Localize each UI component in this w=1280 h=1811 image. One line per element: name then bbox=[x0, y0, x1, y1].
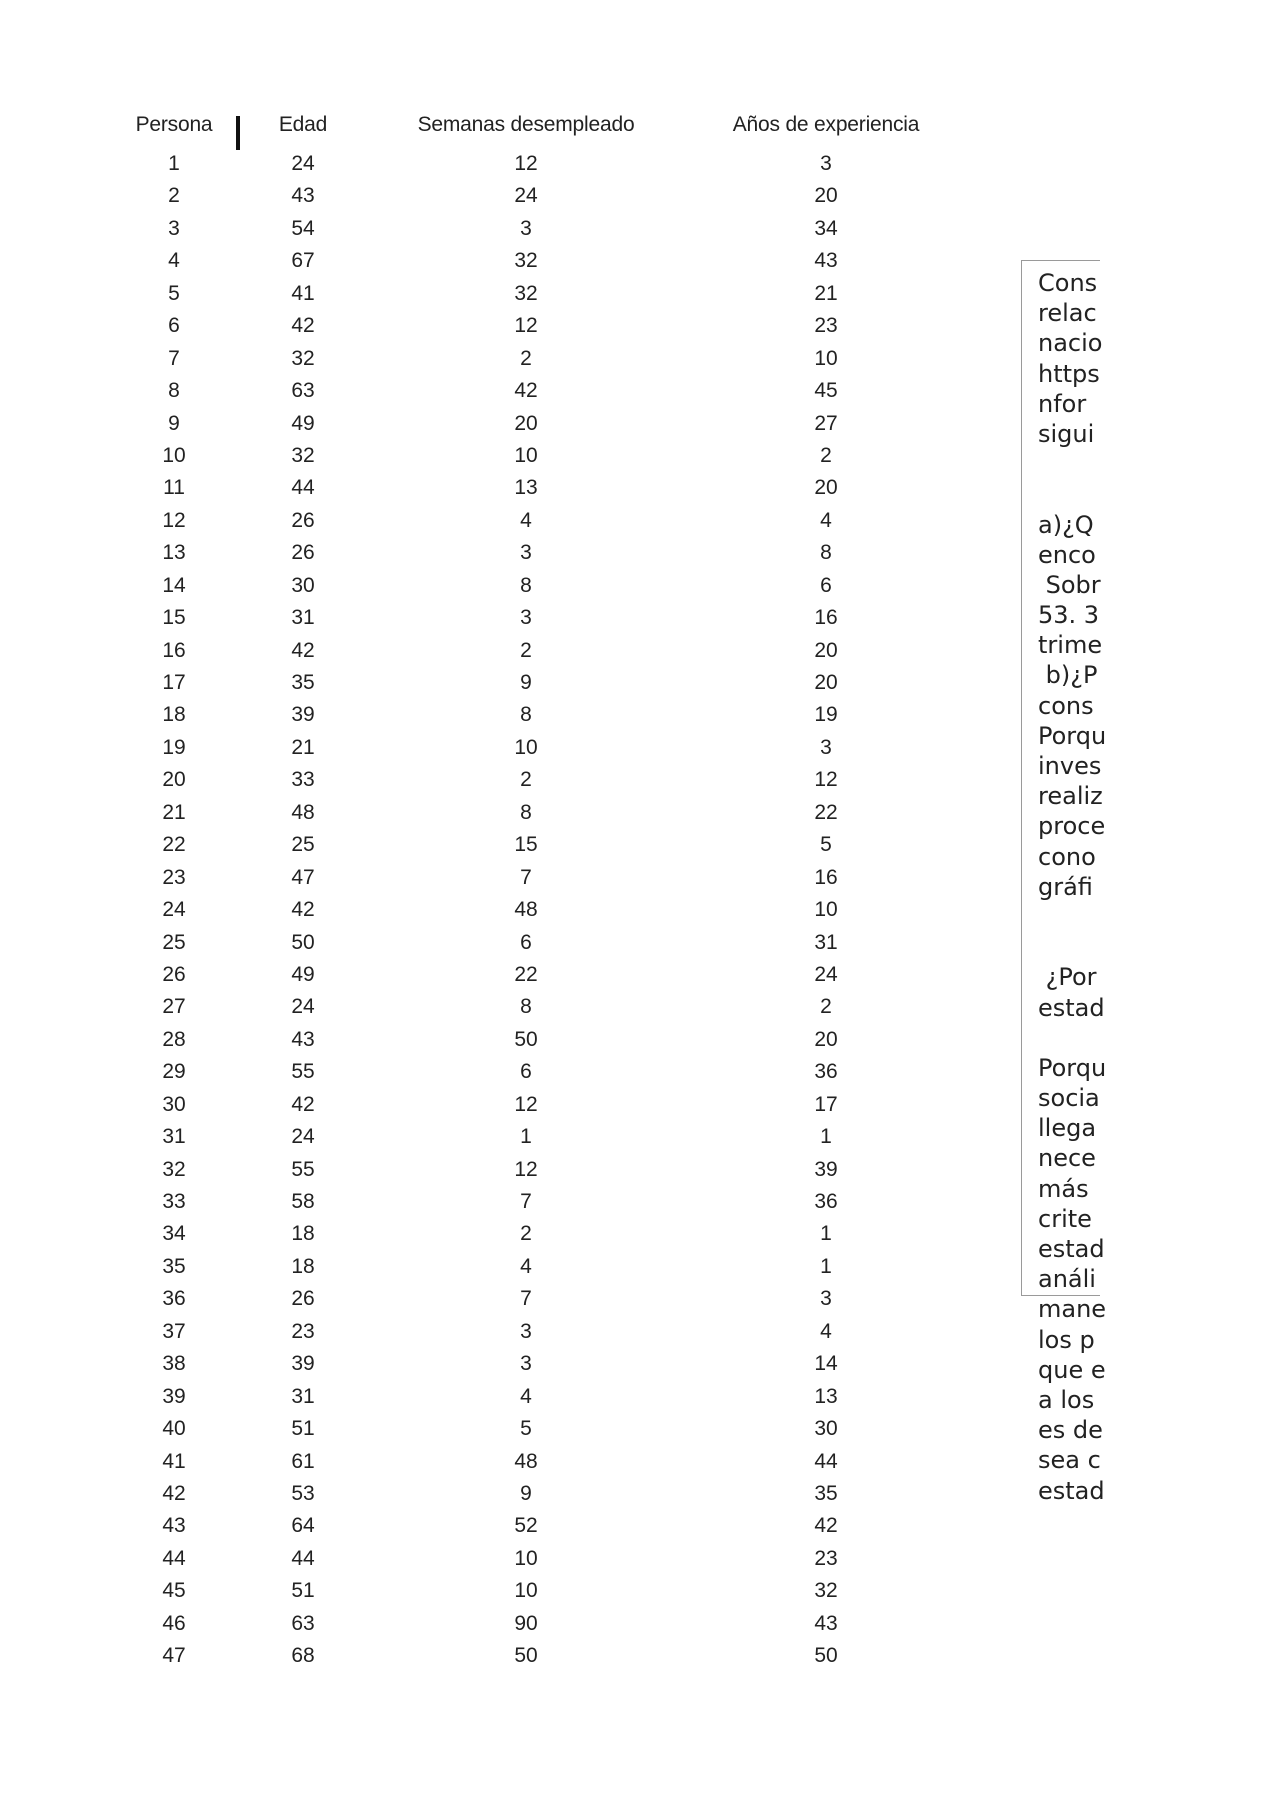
cell-edad[interactable]: 68 bbox=[291, 1644, 315, 1668]
table-row bbox=[0, 866, 1000, 898]
header-edad[interactable]: Edad bbox=[278, 113, 328, 136]
text-box[interactable] bbox=[1038, 268, 1107, 1518]
cell-semanas[interactable]: 24 bbox=[514, 184, 538, 208]
cell-anos[interactable]: 19 bbox=[814, 703, 838, 727]
cell-anos[interactable]: 39 bbox=[814, 1157, 838, 1181]
text-box-line: nacio bbox=[1038, 329, 1103, 358]
cell-persona[interactable]: 9 bbox=[168, 411, 180, 435]
cell-semanas[interactable]: 5 bbox=[520, 1417, 532, 1441]
cell-anos[interactable]: 13 bbox=[814, 1384, 838, 1408]
cell-semanas[interactable]: 4 bbox=[520, 1254, 532, 1278]
cell-semanas[interactable]: 12 bbox=[514, 1092, 538, 1116]
table-row bbox=[0, 509, 1000, 541]
table-body bbox=[0, 152, 1000, 1677]
cell-anos[interactable]: 21 bbox=[814, 281, 838, 305]
header-semanas-desempleado[interactable]: Semanas desempleado bbox=[417, 113, 635, 136]
text-box-line: es de bbox=[1038, 1416, 1103, 1445]
cell-anos[interactable]: 1 bbox=[820, 1222, 832, 1246]
cell-persona[interactable]: 2 bbox=[168, 184, 180, 208]
cell-semanas[interactable]: 2 bbox=[520, 768, 532, 792]
cell-semanas[interactable]: 50 bbox=[514, 1644, 538, 1668]
text-box-line: a los bbox=[1038, 1385, 1095, 1414]
cell-edad[interactable]: 50 bbox=[291, 930, 315, 954]
table-row bbox=[0, 768, 1000, 800]
cell-persona[interactable]: 23 bbox=[162, 865, 186, 889]
cell-edad[interactable]: 21 bbox=[291, 735, 315, 759]
cell-anos[interactable]: 20 bbox=[814, 476, 838, 500]
cell-anos[interactable]: 10 bbox=[814, 346, 838, 370]
cell-anos[interactable]: 30 bbox=[814, 1417, 838, 1441]
header-persona[interactable]: Persona bbox=[135, 113, 213, 136]
text-box-line: estad bbox=[1038, 1476, 1105, 1505]
text-box-line: Porqu bbox=[1038, 721, 1107, 750]
cell-semanas[interactable]: 10 bbox=[514, 735, 538, 759]
cell-anos[interactable]: 24 bbox=[814, 962, 838, 986]
text-box-line: llega bbox=[1038, 1114, 1097, 1143]
text-box-line: trime bbox=[1038, 631, 1103, 660]
table-row bbox=[0, 249, 1000, 281]
cell-semanas[interactable]: 22 bbox=[514, 962, 538, 986]
cell-edad[interactable]: 18 bbox=[291, 1222, 315, 1246]
table-row bbox=[0, 1093, 1000, 1125]
cell-semanas[interactable]: 50 bbox=[514, 1027, 538, 1051]
cell-persona[interactable]: 42 bbox=[162, 1481, 186, 1505]
table-row bbox=[0, 1579, 1000, 1611]
cell-persona[interactable]: 15 bbox=[162, 606, 186, 630]
text-box-line bbox=[1038, 449, 1099, 479]
cell-semanas[interactable]: 32 bbox=[514, 249, 538, 273]
table-row bbox=[0, 152, 1000, 184]
cell-anos[interactable]: 5 bbox=[820, 833, 832, 857]
cell-persona[interactable]: 34 bbox=[162, 1222, 186, 1246]
cell-edad[interactable]: 49 bbox=[291, 962, 315, 986]
cell-persona[interactable]: 37 bbox=[162, 1319, 186, 1343]
cell-anos[interactable]: 17 bbox=[814, 1092, 838, 1116]
cell-anos[interactable]: 20 bbox=[814, 638, 838, 662]
table-row bbox=[0, 801, 1000, 833]
cell-persona[interactable]: 29 bbox=[162, 1060, 186, 1084]
text-box-line: gráfi bbox=[1038, 872, 1093, 901]
text-box-line: inves bbox=[1038, 752, 1102, 780]
cell-semanas[interactable]: 8 bbox=[520, 800, 532, 824]
table-row bbox=[0, 1644, 1000, 1676]
cell-persona[interactable]: 43 bbox=[162, 1514, 186, 1538]
cell-persona[interactable]: 8 bbox=[168, 379, 180, 403]
table-row bbox=[0, 412, 1000, 444]
table-row bbox=[0, 1482, 1000, 1514]
table-row bbox=[0, 347, 1000, 379]
cell-anos[interactable]: 20 bbox=[814, 1027, 838, 1051]
cell-edad[interactable]: 63 bbox=[291, 1611, 315, 1635]
cell-edad[interactable]: 55 bbox=[291, 1157, 315, 1181]
cell-edad[interactable]: 55 bbox=[291, 1060, 315, 1084]
cell-semanas[interactable]: 2 bbox=[520, 346, 532, 370]
cell-semanas[interactable]: 3 bbox=[520, 541, 532, 565]
text-box-line: a)¿Q bbox=[1038, 510, 1094, 539]
table-row bbox=[0, 282, 1000, 314]
table-row bbox=[0, 314, 1000, 346]
cell-edad[interactable]: 49 bbox=[291, 411, 315, 435]
cell-edad[interactable]: 51 bbox=[291, 1417, 315, 1441]
text-box-line bbox=[1038, 932, 1099, 962]
text-box-line: realiz bbox=[1038, 782, 1103, 811]
cell-semanas[interactable]: 8 bbox=[520, 573, 532, 597]
cell-persona[interactable]: 13 bbox=[162, 541, 186, 565]
cell-semanas[interactable]: 10 bbox=[514, 443, 538, 467]
table-row bbox=[0, 995, 1000, 1027]
cell-edad[interactable]: 64 bbox=[291, 1514, 315, 1538]
cell-edad[interactable]: 25 bbox=[291, 833, 315, 857]
text-box-line: sea c bbox=[1038, 1446, 1101, 1475]
cell-persona[interactable]: 5 bbox=[168, 281, 180, 305]
cell-persona[interactable]: 40 bbox=[162, 1417, 186, 1441]
cell-edad[interactable]: 39 bbox=[291, 703, 315, 727]
cell-anos[interactable]: 2 bbox=[820, 443, 832, 467]
cell-edad[interactable]: 42 bbox=[291, 898, 315, 922]
cell-semanas[interactable]: 48 bbox=[514, 898, 538, 922]
cell-semanas[interactable]: 1 bbox=[520, 1125, 532, 1149]
table-row bbox=[0, 606, 1000, 638]
text-box-line: nfor bbox=[1038, 389, 1087, 418]
text-box-line: https bbox=[1038, 359, 1100, 388]
cell-persona[interactable]: 20 bbox=[162, 768, 186, 792]
cell-anos[interactable]: 23 bbox=[814, 1546, 838, 1570]
cell-edad[interactable]: 67 bbox=[291, 249, 315, 273]
cell-anos[interactable]: 44 bbox=[814, 1449, 838, 1473]
cell-edad[interactable]: 41 bbox=[291, 281, 315, 305]
cell-edad[interactable]: 39 bbox=[291, 1352, 315, 1376]
table-row bbox=[0, 1222, 1000, 1254]
cell-persona[interactable]: 39 bbox=[162, 1384, 186, 1408]
cell-persona[interactable]: 38 bbox=[162, 1352, 186, 1376]
cell-anos[interactable]: 43 bbox=[814, 249, 838, 273]
cell-anos[interactable]: 20 bbox=[814, 671, 838, 694]
cell-edad[interactable]: 43 bbox=[291, 1027, 315, 1051]
cell-edad[interactable]: 24 bbox=[291, 995, 315, 1019]
table-row bbox=[0, 1320, 1000, 1352]
cell-semanas[interactable]: 12 bbox=[514, 1157, 538, 1181]
cell-persona[interactable]: 27 bbox=[162, 995, 186, 1019]
text-cursor bbox=[236, 116, 240, 150]
cell-anos[interactable]: 2 bbox=[820, 995, 832, 1019]
cell-edad[interactable]: 44 bbox=[291, 1546, 315, 1570]
cell-semanas[interactable]: 4 bbox=[520, 1384, 532, 1408]
table-row bbox=[0, 1352, 1000, 1384]
cell-edad[interactable]: 18 bbox=[291, 1254, 315, 1278]
cell-edad[interactable]: 24 bbox=[291, 152, 315, 175]
cell-anos[interactable]: 10 bbox=[814, 898, 838, 922]
cell-persona[interactable]: 1 bbox=[168, 152, 180, 175]
header-anos-experiencia[interactable]: Años de experiencia bbox=[732, 113, 920, 136]
cell-edad[interactable]: 30 bbox=[291, 573, 315, 597]
cell-semanas[interactable]: 12 bbox=[514, 152, 538, 175]
cell-edad[interactable]: 35 bbox=[291, 671, 315, 694]
cell-anos[interactable]: 12 bbox=[814, 768, 838, 792]
table-row bbox=[0, 898, 1000, 930]
cell-persona[interactable]: 6 bbox=[168, 314, 180, 338]
table-row bbox=[0, 1060, 1000, 1092]
cell-semanas[interactable]: 90 bbox=[514, 1611, 538, 1635]
text-box-line: ¿Por bbox=[1038, 963, 1097, 992]
cell-anos[interactable]: 45 bbox=[814, 379, 838, 403]
cell-anos[interactable]: 3 bbox=[820, 1287, 832, 1311]
cell-persona[interactable]: 28 bbox=[162, 1027, 186, 1051]
cell-edad[interactable]: 63 bbox=[291, 379, 315, 403]
cell-semanas[interactable]: 3 bbox=[520, 606, 532, 630]
cell-anos[interactable]: 27 bbox=[814, 411, 838, 435]
cell-semanas[interactable]: 3 bbox=[520, 216, 532, 240]
cell-semanas[interactable]: 2 bbox=[520, 638, 532, 662]
cell-edad[interactable]: 47 bbox=[291, 865, 315, 889]
text-box-line: cons bbox=[1038, 691, 1094, 720]
cell-persona[interactable]: 24 bbox=[162, 898, 186, 922]
text-box-line bbox=[1038, 902, 1099, 932]
cell-persona[interactable]: 32 bbox=[162, 1157, 186, 1181]
cell-semanas[interactable]: 13 bbox=[514, 476, 538, 500]
cell-persona[interactable]: 10 bbox=[162, 443, 186, 467]
cell-anos[interactable]: 43 bbox=[814, 1611, 838, 1635]
cell-anos[interactable]: 1 bbox=[820, 1254, 832, 1278]
table-row bbox=[0, 574, 1000, 606]
table-row bbox=[0, 1255, 1000, 1287]
table-header-row bbox=[0, 113, 1000, 147]
cell-semanas[interactable]: 10 bbox=[514, 1546, 538, 1570]
cell-edad[interactable]: 51 bbox=[291, 1579, 315, 1603]
cell-semanas[interactable]: 6 bbox=[520, 930, 532, 954]
cell-edad[interactable]: 24 bbox=[291, 1125, 315, 1149]
table-row bbox=[0, 541, 1000, 573]
cell-anos[interactable]: 4 bbox=[820, 1319, 832, 1343]
cell-edad[interactable]: 53 bbox=[291, 1481, 315, 1505]
cell-edad[interactable]: 33 bbox=[291, 768, 315, 792]
cell-persona[interactable]: 22 bbox=[162, 833, 186, 857]
cell-persona[interactable]: 25 bbox=[162, 930, 186, 954]
cell-persona[interactable]: 44 bbox=[162, 1546, 186, 1570]
cell-edad[interactable]: 26 bbox=[291, 1287, 315, 1311]
table-row bbox=[0, 1158, 1000, 1190]
cell-edad[interactable]: 26 bbox=[291, 541, 315, 565]
cell-edad[interactable]: 32 bbox=[291, 443, 315, 467]
cell-anos[interactable]: 42 bbox=[814, 1514, 838, 1538]
cell-edad[interactable]: 42 bbox=[291, 1092, 315, 1116]
cell-edad[interactable]: 54 bbox=[291, 216, 315, 240]
cell-semanas[interactable]: 8 bbox=[520, 703, 532, 727]
cell-anos[interactable]: 3 bbox=[820, 735, 832, 759]
cell-anos[interactable]: 36 bbox=[814, 1190, 838, 1213]
cell-persona[interactable]: 16 bbox=[162, 638, 186, 662]
cell-persona[interactable]: 12 bbox=[162, 508, 186, 532]
cell-anos[interactable]: 16 bbox=[814, 865, 838, 889]
text-box-line: 53. 3 bbox=[1038, 601, 1100, 630]
table-row bbox=[0, 671, 1000, 703]
table-row bbox=[0, 1612, 1000, 1644]
table-row bbox=[0, 1417, 1000, 1449]
table-row bbox=[0, 1514, 1000, 1546]
table-row bbox=[0, 639, 1000, 671]
text-box-line: estad bbox=[1038, 1235, 1105, 1263]
table-row bbox=[0, 379, 1000, 411]
cell-semanas[interactable]: 9 bbox=[520, 671, 532, 694]
cell-persona[interactable]: 18 bbox=[162, 703, 186, 727]
text-box-line: b)¿P bbox=[1038, 661, 1098, 690]
cell-semanas[interactable]: 7 bbox=[520, 1287, 532, 1311]
cell-persona[interactable]: 33 bbox=[162, 1190, 186, 1213]
cell-edad[interactable]: 42 bbox=[291, 638, 315, 662]
cell-edad[interactable]: 32 bbox=[291, 346, 315, 370]
table-row bbox=[0, 1287, 1000, 1319]
table-row bbox=[0, 184, 1000, 216]
table-row bbox=[0, 736, 1000, 768]
cell-persona[interactable]: 35 bbox=[162, 1254, 186, 1278]
cell-semanas[interactable]: 9 bbox=[520, 1481, 532, 1505]
cell-semanas[interactable]: 3 bbox=[520, 1352, 532, 1376]
text-box-line: sigui bbox=[1038, 419, 1095, 448]
text-box-line: proce bbox=[1038, 812, 1106, 841]
cell-semanas[interactable]: 42 bbox=[514, 379, 538, 403]
cell-anos[interactable]: 3 bbox=[820, 152, 832, 175]
cell-persona[interactable]: 3 bbox=[168, 216, 180, 240]
cell-anos[interactable]: 34 bbox=[814, 216, 838, 240]
text-box-line: estad bbox=[1038, 993, 1105, 1022]
cell-semanas[interactable]: 4 bbox=[520, 508, 532, 532]
table-row bbox=[0, 931, 1000, 963]
cell-edad[interactable]: 44 bbox=[291, 476, 315, 500]
cell-edad[interactable]: 43 bbox=[291, 184, 315, 208]
text-box-line: socia bbox=[1038, 1084, 1100, 1113]
cell-persona[interactable]: 7 bbox=[168, 346, 180, 370]
text-box-line: crite bbox=[1038, 1204, 1092, 1233]
text-box-line bbox=[1038, 1023, 1099, 1053]
cell-edad[interactable]: 61 bbox=[291, 1449, 315, 1473]
cell-edad[interactable]: 58 bbox=[291, 1190, 315, 1213]
cell-semanas[interactable]: 52 bbox=[514, 1514, 538, 1538]
cell-semanas[interactable]: 15 bbox=[514, 833, 538, 857]
cell-semanas[interactable]: 7 bbox=[520, 1190, 532, 1213]
cell-anos[interactable]: 31 bbox=[814, 930, 838, 954]
cell-persona[interactable]: 11 bbox=[163, 476, 185, 500]
text-box-line: mane bbox=[1038, 1295, 1107, 1324]
cell-persona[interactable]: 47 bbox=[162, 1644, 186, 1668]
text-box-line bbox=[1038, 479, 1099, 509]
table-row bbox=[0, 703, 1000, 735]
cell-semanas[interactable]: 2 bbox=[520, 1222, 532, 1246]
cell-persona[interactable]: 26 bbox=[162, 962, 186, 986]
cell-anos[interactable]: 16 bbox=[814, 606, 838, 630]
cell-anos[interactable]: 6 bbox=[820, 573, 832, 597]
table-row bbox=[0, 1190, 1000, 1222]
cell-persona[interactable]: 21 bbox=[162, 800, 186, 824]
text-box-line: que e bbox=[1038, 1355, 1106, 1384]
cell-edad[interactable]: 42 bbox=[291, 314, 315, 338]
cell-persona[interactable]: 41 bbox=[162, 1449, 186, 1473]
cell-semanas[interactable]: 7 bbox=[520, 865, 532, 889]
cell-anos[interactable]: 1 bbox=[820, 1125, 832, 1149]
cell-anos[interactable]: 14 bbox=[814, 1352, 838, 1376]
text-box-line: los p bbox=[1038, 1325, 1095, 1354]
cell-anos[interactable]: 35 bbox=[814, 1481, 838, 1505]
cell-anos[interactable]: 4 bbox=[820, 508, 832, 532]
text-box-line: relac bbox=[1038, 299, 1097, 328]
table-row bbox=[0, 444, 1000, 476]
table-row bbox=[0, 217, 1000, 249]
cell-semanas[interactable]: 32 bbox=[514, 281, 538, 305]
cell-persona[interactable]: 31 bbox=[162, 1125, 186, 1149]
cell-anos[interactable]: 22 bbox=[814, 800, 838, 824]
cell-anos[interactable]: 50 bbox=[814, 1644, 838, 1668]
cell-anos[interactable]: 20 bbox=[814, 184, 838, 208]
table-row bbox=[0, 833, 1000, 865]
cell-persona[interactable]: 14 bbox=[162, 573, 186, 597]
text-box-line: más bbox=[1038, 1174, 1097, 1203]
text-box-line: nece bbox=[1038, 1144, 1096, 1173]
cell-persona[interactable]: 19 bbox=[162, 735, 186, 759]
cell-semanas[interactable]: 12 bbox=[514, 314, 538, 338]
table-row bbox=[0, 1385, 1000, 1417]
cell-persona[interactable]: 36 bbox=[162, 1287, 186, 1311]
cell-semanas[interactable]: 6 bbox=[520, 1060, 532, 1084]
cell-edad[interactable]: 31 bbox=[291, 1384, 315, 1408]
table-row bbox=[0, 963, 1000, 995]
text-box-line: cono bbox=[1038, 842, 1096, 871]
cell-semanas[interactable]: 20 bbox=[514, 411, 538, 435]
cell-persona[interactable]: 45 bbox=[162, 1579, 186, 1603]
cell-semanas[interactable]: 48 bbox=[514, 1449, 538, 1473]
table-row bbox=[0, 1125, 1000, 1157]
table-row bbox=[0, 476, 1000, 508]
cell-persona[interactable]: 4 bbox=[168, 249, 180, 273]
cell-edad[interactable]: 23 bbox=[291, 1319, 315, 1343]
text-box-line: Cons bbox=[1038, 269, 1098, 297]
cell-persona[interactable]: 30 bbox=[162, 1092, 186, 1116]
text-box-line: análi bbox=[1038, 1265, 1096, 1294]
cell-anos[interactable]: 32 bbox=[814, 1579, 838, 1603]
cell-anos[interactable]: 36 bbox=[814, 1060, 838, 1084]
cell-semanas[interactable]: 10 bbox=[514, 1579, 538, 1603]
cell-anos[interactable]: 8 bbox=[820, 541, 832, 565]
cell-edad[interactable]: 26 bbox=[291, 508, 315, 532]
cell-edad[interactable]: 31 bbox=[291, 606, 315, 630]
text-box-line: Porqu bbox=[1038, 1053, 1107, 1082]
text-box-line: Sobr bbox=[1038, 570, 1101, 599]
table-row bbox=[0, 1450, 1000, 1482]
cell-semanas[interactable]: 8 bbox=[520, 995, 532, 1019]
cell-persona[interactable]: 17 bbox=[162, 671, 186, 694]
table-row bbox=[0, 1547, 1000, 1579]
cell-persona[interactable]: 46 bbox=[162, 1611, 186, 1635]
cell-edad[interactable]: 48 bbox=[291, 800, 315, 824]
table-row bbox=[0, 1028, 1000, 1060]
cell-anos[interactable]: 23 bbox=[814, 314, 838, 338]
cell-semanas[interactable]: 3 bbox=[520, 1319, 532, 1343]
text-box-line: enco bbox=[1038, 540, 1096, 569]
